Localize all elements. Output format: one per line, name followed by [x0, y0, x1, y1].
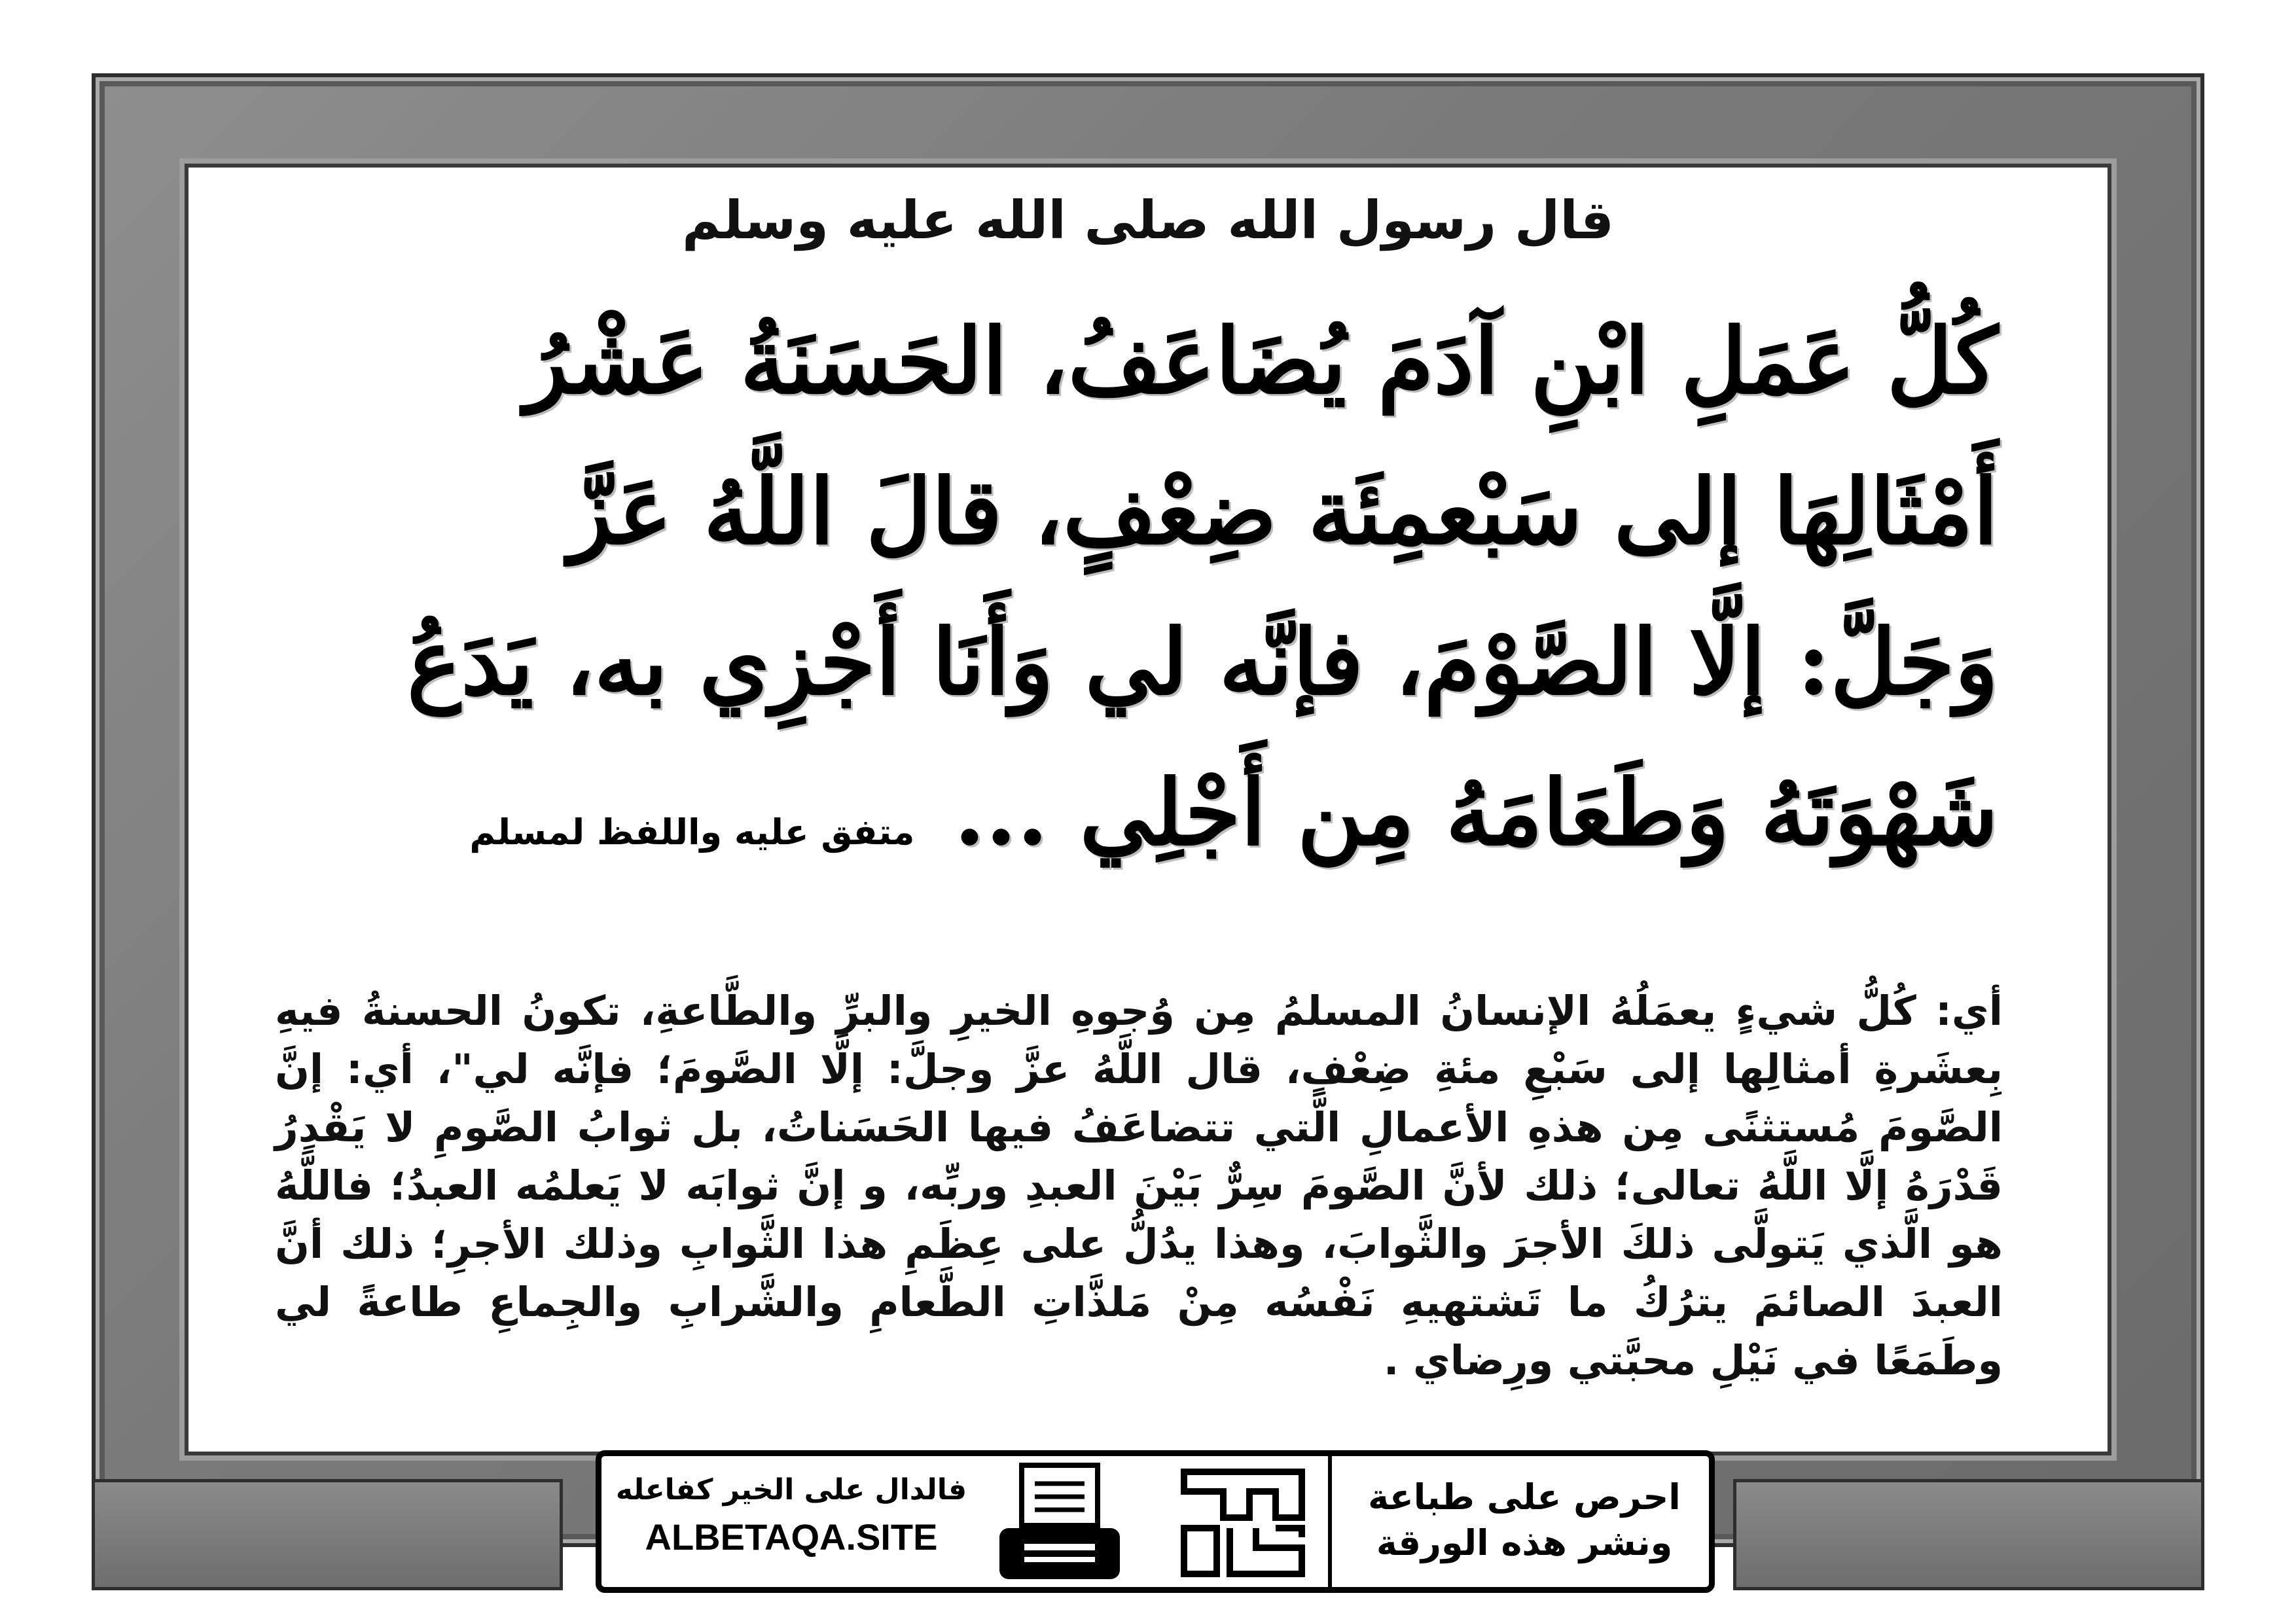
- explanation: أي: كُلُّ شيءٍ يعمَلُهُ الإنسانُ المسلمُ مِن وُجوهِ الخيرِ والبرِّ والطَّاعةِ، تكونُ الحسنةُ فيهِ بِعشَرةِ أمثالِها إلى سَبْعِ مئةِ ضِعْفٍ، قال اللَّهُ عزَّ وجلَّ: إلَّا الصَّومَ؛ فإنَّه لي"، أي: إنَّ الصَّومَ مُستثنًى مِن هذهِ الأعمالِ الَّتي تتضاعَفُ فيها الحَسَناتُ، بل ثوابُ الصَّومِ لا يَقْدِرُ قَدْرَهُ إلَّا اللَّهُ تعالى؛ ذلك لأنَّ الصَّومَ سِرٌّ بَيْنَ العبدِ وربِّه، و إنَّ ثوابَه لا يَعلمُه العبدُ؛ فاللَّهُ هو الَّذي يَتولَّى ذلكَ الأجرَ والثَّوابَ، وهذا يدُلُّ على عِظَمِ هذا الثَّوابِ وذلك الأجرِ؛ ذلك أنَّ العبدَ الصائمَ يترُكُ ما تَشتهيهِ نَفْسُه مِنْ مَلذَّاتِ الطَّعامِ والشَّرابِ والجِماعِ طاعةً لي وطَمَعًا في نَيْلِ محبَّتي ورِضاي .: [275, 987, 2003, 1384]
- hadith-line-4: [469, 759, 1998, 866]
- printer-icon: [994, 1460, 1125, 1584]
- hadith-source: متفق عليه واللفظ لمسلم: [469, 812, 915, 853]
- footer-divider: [1328, 1456, 1332, 1587]
- hadith-line-3: وَجَلَّ: إلَّا الصَّوْمَ، فإنَّه لي وَأَنَا أَجْزِي به، يَدَعُ: [407, 609, 1998, 715]
- footer-tagline: فالدال على الخير كفاعله: [615, 1473, 967, 1507]
- hadith-line-4-text: شَهْوَتَهُ وَطَعَامَهُ مِن أَجْلِي ...: [954, 759, 1998, 866]
- footer-site[interactable]: ALBETAQA.SITE: [645, 1516, 938, 1558]
- footer-frame-right: [1733, 1479, 2204, 1590]
- footer-site-block: [615, 1456, 968, 1587]
- print-note-line-2: ونشر هذه الورقة: [1376, 1522, 1673, 1563]
- dawa-logo: [1177, 1465, 1308, 1580]
- heading: قال رسول الله صلى الله عليه وسلم: [682, 190, 1614, 251]
- footer-print-note: [1348, 1456, 1701, 1587]
- footer-bar: [596, 1450, 1715, 1593]
- print-note-line-1: احرص على طباعة: [1368, 1476, 1681, 1518]
- hadith-line-2: أَمْثَالِهَا إلى سَبْعمِئَة ضِعْفٍ، قالَ اللَّهُ عَزَّ: [568, 458, 1998, 565]
- footer-frame-left: [92, 1479, 563, 1590]
- hadith-line-1: كُلُّ عَمَلِ ابْنِ آدَمَ يُضَاعَفُ، الحَسَنَةُ عَشْرُ: [524, 308, 1998, 414]
